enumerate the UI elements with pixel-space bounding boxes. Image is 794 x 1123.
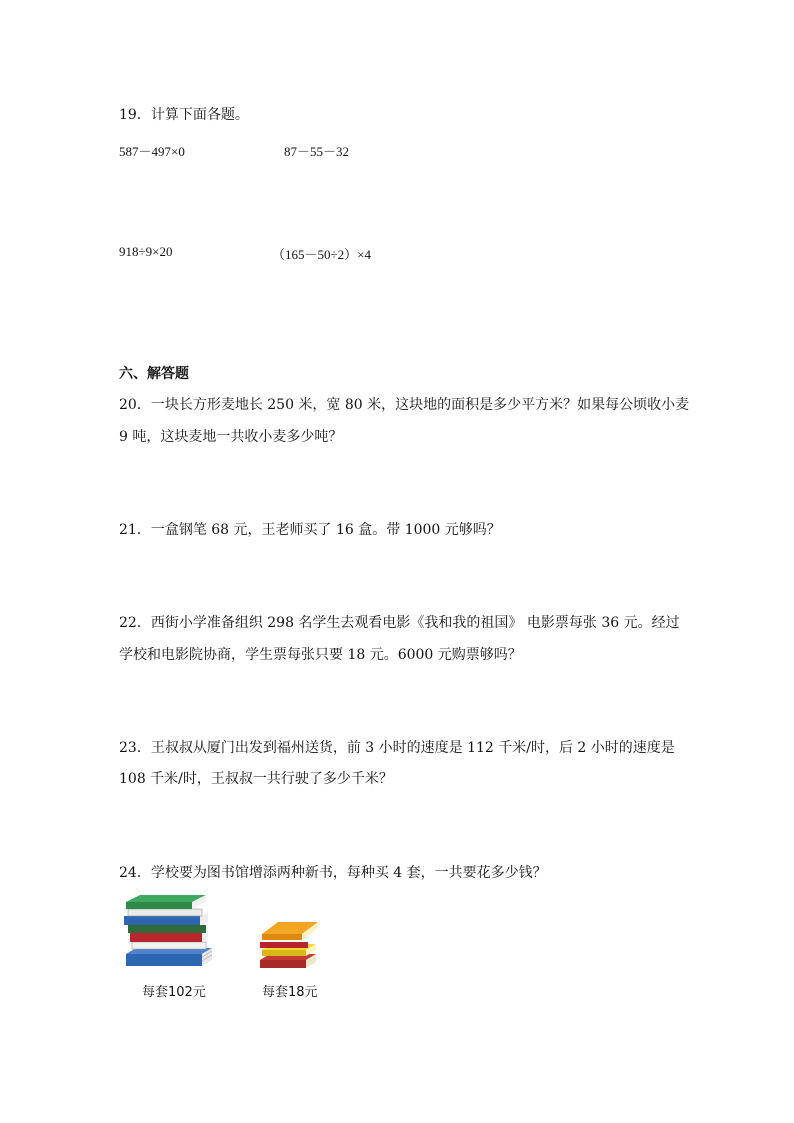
- q20-line-2: 9 吨，这块麦地一共收小麦多少吨？: [119, 429, 343, 445]
- book-red-middle: [260, 942, 308, 948]
- book-green-top: [126, 895, 206, 909]
- book-white: [132, 942, 206, 949]
- q21-line-1: 21．一盒钢笔 68 元，王老师买了 16 盒。带 1000 元够吗？: [119, 522, 501, 538]
- q22-line-2: 学校和电影院协商，学生票每张只要 18 元。6000 元购票够吗？: [119, 647, 522, 663]
- book-1-price: 每套102元: [142, 985, 206, 1000]
- book-blue: [126, 948, 212, 966]
- book-orange-top: [262, 922, 318, 940]
- q23-line-1: 23．王叔叔从厦门出发到福州送货，前 3 小时的速度是 112 千米/时，后 2 小时的速度是: [119, 740, 675, 756]
- q19-expression-1: 587－497×0: [119, 144, 185, 159]
- section-heading: 六、解答题: [119, 366, 189, 382]
- q23-line-2: 108 千米/时，王叔叔一共行驶了多少千米？: [119, 771, 393, 787]
- q22-line-1: 22．西街小学准备组织 298 名学生去观看电影《我和我的祖国》 电影票每张 36 元。经过: [119, 615, 680, 631]
- book-stack-small-image: [256, 918, 322, 976]
- book-red-bottom: [260, 954, 316, 968]
- book-stack-large-image: [122, 892, 218, 976]
- q24-line-1: 24．学校要为图书馆增添两种新书，每种买 4 套，一共要花多少钱？: [119, 865, 547, 881]
- q19-expression-3: 918÷9×20: [119, 244, 173, 259]
- book-grey: [128, 909, 202, 916]
- q19-expression-2: 87－55－32: [284, 144, 350, 159]
- book-darkgreen: [128, 925, 206, 933]
- q19-expression-4: （165－50÷2）×4: [272, 247, 371, 262]
- q20-line-1: 20．一块长方形麦地长 250 米，宽 80 米，这块地的面积是多少平方米？如果每公顷收小麦: [119, 397, 690, 413]
- book-2-price: 每套18元: [262, 985, 318, 1000]
- q19-title: 19．计算下面各题。: [119, 107, 249, 123]
